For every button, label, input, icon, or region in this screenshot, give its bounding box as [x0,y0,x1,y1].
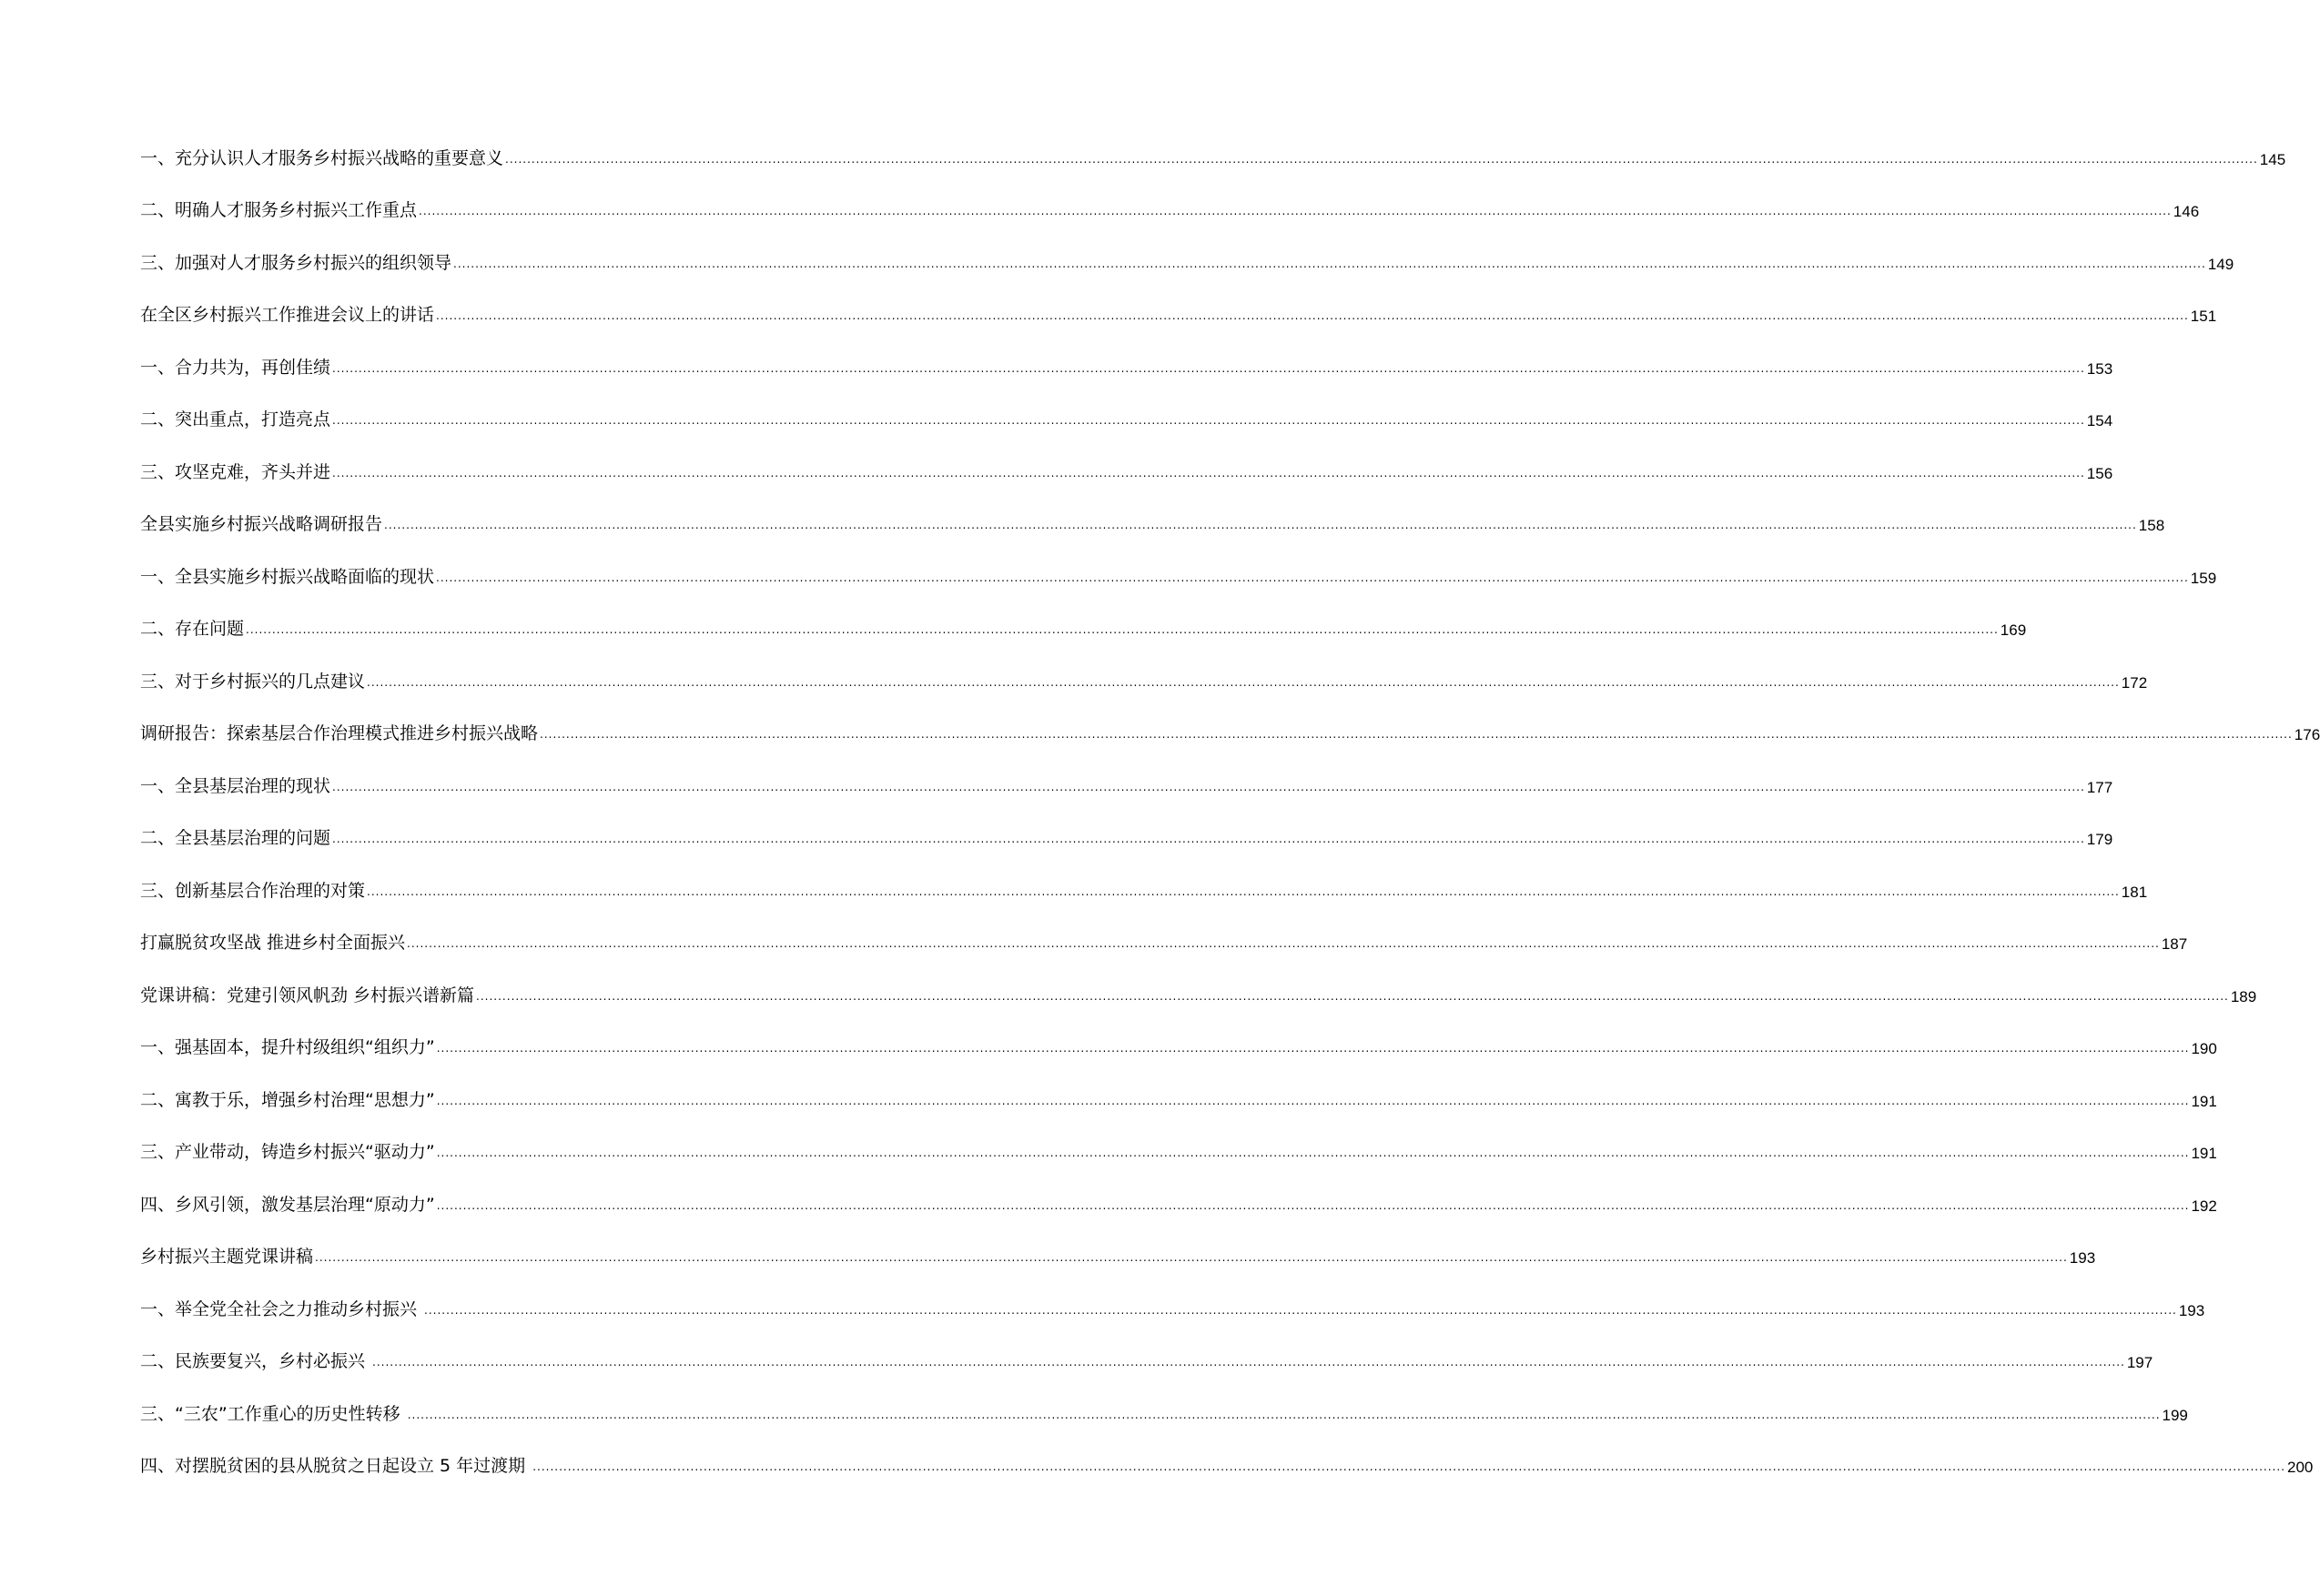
toc-entry[interactable] [140,1161,2217,1215]
toc-page-number: 158 [2138,517,2165,534]
toc-page-number: 199 [2162,1406,2188,1424]
toc-page-number: 193 [2069,1249,2096,1267]
toc-entry-title: 三、对于乡村振兴的几点建议 [140,671,366,692]
toc-page-number: 169 [2000,621,2027,639]
toc-entry[interactable] [140,272,2217,325]
toc-leader-dots: ................................................................................................................................................................................................................................................................................................................................................................................................................ [367,675,2120,689]
toc-entry-title: 一、充分认识人才服务乡村振兴战略的重要意义 [140,147,504,168]
toc-page-number: 192 [2191,1197,2217,1215]
toc-entry-title: 全县实施乡村振兴战略调研报告 [140,514,383,534]
toc-page-number: 149 [2207,255,2234,273]
toc-leader-dots: ................................................................................................................................................................................................................................................................................................................................................................................................................ [436,1042,2190,1055]
toc-entry-title: 一、全县基层治理的现状 [140,775,331,796]
toc-page-number: 154 [2086,412,2113,429]
toc-entry-title: 二、存在问题 [140,619,245,639]
toc-entry-title: 四、对摆脱贫困的县从脱贫之日起设立 5 年过渡期 [140,1456,532,1476]
toc-leader-dots: ................................................................................................................................................................................................................................................................................................................................................................................................................ [384,519,2137,531]
toc-page-number: 187 [2161,935,2188,953]
toc-page-number: 197 [2126,1354,2153,1371]
toc-entry[interactable] [140,377,2113,429]
toc-entry-title: 三、攻坚克难，齐头并进 [140,461,331,482]
toc-page-number: 177 [2086,778,2113,796]
toc-entry[interactable] [140,1005,2217,1057]
toc-leader-dots: ................................................................................................................................................................................................................................................................................................................................................................................................................ [332,466,2085,480]
toc-page-number: 181 [2121,883,2148,901]
toc-entry-title: 一、合力共为，再创佳绩 [140,357,331,378]
toc-leader-dots: ................................................................................................................................................................................................................................................................................................................................................................................................................ [332,780,2085,793]
toc-entry-title: 一、强基固本，提升村级组织“组织力” [140,1037,435,1057]
toc-entry[interactable] [140,1266,2205,1319]
toc-leader-dots: ................................................................................................................................................................................................................................................................................................................................................................................................................ [419,205,2172,217]
toc-entry[interactable] [140,1423,2314,1476]
toc-page-number: 153 [2086,359,2113,378]
toc-page-number: 151 [2190,308,2217,325]
toc-leader-dots: ................................................................................................................................................................................................................................................................................................................................................................................................................ [540,728,2293,741]
toc-entry-title: 党课讲稿：党建引领风帆劲 乡村振兴谱新篇 [140,985,475,1005]
toc-entry-title: 二、寓教于乐，增强乡村治理“思想力” [140,1089,435,1110]
toc-leader-dots: ................................................................................................................................................................................................................................................................................................................................................................................................................ [436,571,2189,584]
toc-page-number: 193 [2178,1301,2205,1319]
toc-page-number: 189 [2230,987,2257,1005]
toc-leader-dots: ................................................................................................................................................................................................................................................................................................................................................................................................................ [367,884,2120,898]
toc-entry[interactable] [140,1109,2217,1162]
toc-leader-dots: ................................................................................................................................................................................................................................................................................................................................................................................................................ [436,1146,2190,1159]
table-of-contents [140,115,2320,1476]
toc-entry-title: 三、产业带动，铸造乡村振兴“驱动力” [140,1142,435,1162]
toc-leader-dots: ................................................................................................................................................................................................................................................................................................................................................................................................................ [246,623,1999,636]
toc-entry[interactable] [140,638,2148,692]
toc-page-number: 191 [2191,1092,2217,1110]
toc-entry[interactable] [140,847,2148,901]
toc-entry-title: 乡村振兴主题党课讲稿 [140,1247,314,1267]
toc-page-number: 146 [2173,203,2200,220]
toc-entry-title: 一、全县实施乡村振兴战略面临的现状 [140,566,435,587]
toc-leader-dots: ................................................................................................................................................................................................................................................................................................................................................................................................................ [407,937,2160,950]
toc-entry[interactable] [140,1056,2217,1110]
toc-page-number: 156 [2086,464,2113,482]
toc-page-number: 159 [2190,569,2217,587]
toc-leader-dots: ................................................................................................................................................................................................................................................................................................................................................................................................................ [436,1198,2190,1212]
toc-entry[interactable] [140,219,2234,273]
toc-entry[interactable] [140,533,2217,587]
toc-leader-dots: ................................................................................................................................................................................................................................................................................................................................................................................................................ [532,1460,2285,1473]
toc-entry[interactable] [140,742,2113,796]
toc-entry[interactable] [140,481,2165,534]
toc-page-number: 145 [2259,150,2286,168]
toc-page-number: 176 [2294,726,2320,743]
toc-entry[interactable] [140,900,2188,953]
toc-page-number: 190 [2191,1040,2217,1057]
toc-page-number: 179 [2086,831,2113,848]
toc-entry[interactable] [140,586,2027,639]
toc-entry[interactable] [140,691,2320,743]
toc-leader-dots: ................................................................................................................................................................................................................................................................................................................................................................................................................ [453,257,2206,270]
toc-leader-dots: ................................................................................................................................................................................................................................................................................................................................................................................................................ [436,1094,2190,1107]
toc-leader-dots: ................................................................................................................................................................................................................................................................................................................................................................................................................ [332,361,2085,375]
toc-leader-dots: ................................................................................................................................................................................................................................................................................................................................................................................................................ [424,1303,2177,1317]
toc-leader-dots: ................................................................................................................................................................................................................................................................................................................................................................................................................ [332,414,2085,427]
toc-entry-title: 二、突出重点，打造亮点 [140,409,331,429]
toc-entry[interactable] [140,167,2200,220]
toc-leader-dots: ................................................................................................................................................................................................................................................................................................................................................................................................................ [315,1251,2068,1264]
toc-entry-title: 四、乡风引领，激发基层治理“原动力” [140,1194,435,1215]
toc-leader-dots: ................................................................................................................................................................................................................................................................................................................................................................................................................ [436,309,2189,322]
toc-entry-title: 一、举全党全社会之力推动乡村振兴 [140,1298,423,1319]
toc-leader-dots: ................................................................................................................................................................................................................................................................................................................................................................................................................ [476,989,2229,1003]
toc-entry-title: 三、“三农”工作重心的历史性转移 [140,1403,406,1424]
toc-entry[interactable] [140,429,2113,482]
toc-entry[interactable] [140,324,2113,378]
toc-entry-title: 二、全县基层治理的问题 [140,828,331,848]
toc-entry-title: 打赢脱贫攻坚战 推进乡村全面振兴 [140,933,406,953]
toc-entry[interactable] [140,115,2286,168]
toc-entry[interactable] [140,1370,2188,1424]
toc-entry[interactable] [140,1318,2153,1371]
toc-entry-title: 二、民族要复兴，乡村必振兴 [140,1351,371,1371]
toc-entry[interactable] [140,952,2257,1005]
toc-page-number: 191 [2191,1145,2217,1162]
toc-entry[interactable] [140,795,2113,848]
toc-entry-title: 调研报告：探索基层合作治理模式推进乡村振兴战略 [140,723,539,743]
toc-leader-dots: ................................................................................................................................................................................................................................................................................................................................................................................................................ [407,1408,2161,1421]
toc-leader-dots: ................................................................................................................................................................................................................................................................................................................................................................................................................ [372,1356,2125,1369]
toc-entry-title: 三、加强对人才服务乡村振兴的组织领导 [140,252,452,273]
toc-leader-dots: ................................................................................................................................................................................................................................................................................................................................................................................................................ [505,152,2258,166]
toc-page-number: 200 [2287,1459,2314,1476]
toc-entry-title: 三、创新基层合作治理的对策 [140,880,366,901]
toc-entry-title: 二、明确人才服务乡村振兴工作重点 [140,200,418,220]
toc-leader-dots: ................................................................................................................................................................................................................................................................................................................................................................................................................ [332,833,2085,845]
toc-entry[interactable] [140,1214,2096,1267]
toc-page-number: 172 [2121,673,2148,692]
toc-entry-title: 在全区乡村振兴工作推进会议上的讲话 [140,305,435,325]
